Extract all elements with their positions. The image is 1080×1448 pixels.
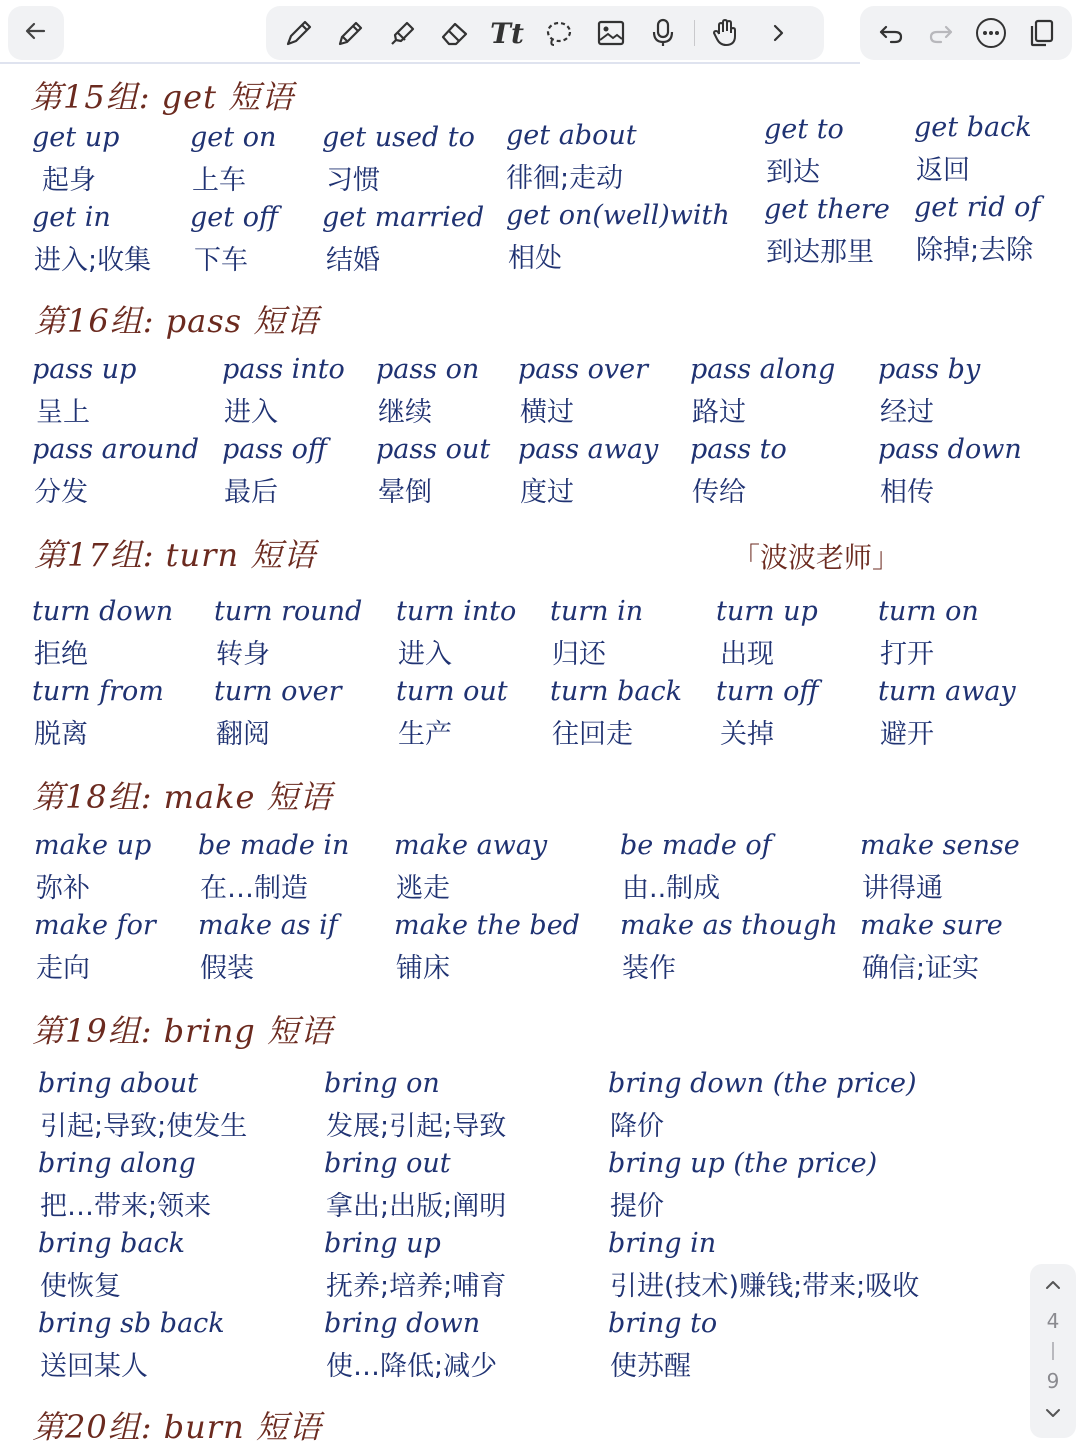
meaning: 到达 xyxy=(766,157,820,188)
phrase: get to xyxy=(764,114,844,145)
lasso-icon[interactable] xyxy=(536,10,582,56)
meaning: 送回某人 xyxy=(40,1351,148,1382)
meaning: 传给 xyxy=(692,477,746,508)
meaning: 引进(技术)赚钱;带来;吸收 xyxy=(610,1271,920,1302)
meaning: 呈上 xyxy=(36,397,90,428)
meaning: 继续 xyxy=(378,397,432,428)
phrase: get on(well)with xyxy=(506,200,730,231)
phrase: pass over xyxy=(518,354,649,385)
phrase: get married xyxy=(322,202,485,233)
phrase: be made of xyxy=(620,830,772,861)
phrase: turn down xyxy=(32,596,174,627)
meaning: 使…降低;减少 xyxy=(326,1351,498,1382)
phrase: get on xyxy=(190,122,277,153)
meaning: 到达那里 xyxy=(766,237,874,268)
phrase: bring down (the price) xyxy=(608,1068,917,1099)
meaning: 晕倒 xyxy=(378,477,432,508)
phrase: turn from xyxy=(32,676,164,707)
meaning: 进入 xyxy=(398,639,452,670)
group-title: 第20组: burn 短语 xyxy=(32,1408,322,1446)
meaning: 习惯 xyxy=(326,165,380,196)
phrase: bring on xyxy=(324,1068,440,1099)
hand-icon[interactable] xyxy=(703,10,749,56)
phrase: make as if xyxy=(198,910,338,941)
phrase: get in xyxy=(32,202,111,233)
phrase: make sure xyxy=(860,910,1003,941)
phrase: turn up xyxy=(716,596,818,627)
meaning: 进入 xyxy=(224,397,278,428)
note-canvas[interactable] xyxy=(0,64,1080,1446)
phrase: turn into xyxy=(396,596,517,627)
meaning: 打开 xyxy=(880,639,934,670)
phrase: get off xyxy=(190,202,279,233)
phrase: bring up xyxy=(324,1228,441,1259)
arrow-left-icon xyxy=(22,17,50,49)
current-page-number: 4 xyxy=(1046,1309,1060,1333)
phrase: bring in xyxy=(608,1228,717,1259)
phrase: pass out xyxy=(376,434,491,465)
meaning: 度过 xyxy=(520,477,574,508)
phrase: pass away xyxy=(518,434,659,465)
meaning: 在…制造 xyxy=(200,873,308,904)
meaning: 确信;证实 xyxy=(862,953,980,984)
more-icon[interactable] xyxy=(969,11,1013,55)
phrase: get there xyxy=(764,194,890,225)
group-title: 第19组: bring 短语 xyxy=(32,1012,333,1050)
phrase: turn over xyxy=(214,676,342,707)
phrase: turn back xyxy=(550,676,682,707)
meaning: 引起;导致;使发生 xyxy=(40,1111,248,1142)
phrase: get about xyxy=(506,120,637,151)
meaning: 经过 xyxy=(880,397,934,428)
meaning: 抚养;培养;哺育 xyxy=(326,1271,507,1302)
meaning: 走向 xyxy=(36,953,90,984)
meaning: 关掉 xyxy=(720,719,774,750)
phrase: pass along xyxy=(690,354,836,385)
total-page-number: 9 xyxy=(1046,1369,1060,1393)
phrase: be made in xyxy=(198,830,350,861)
teacher-tag: 「波波老师」 xyxy=(732,541,901,574)
meaning: 降价 xyxy=(610,1111,664,1142)
meaning: 发展;引起;导致 xyxy=(326,1111,507,1142)
meaning: 上车 xyxy=(192,165,246,196)
meaning: 把…带来;领来 xyxy=(40,1191,212,1222)
meaning: 拿出;出版;阐明 xyxy=(326,1191,507,1222)
meaning: 下车 xyxy=(194,245,248,276)
phrase: turn off xyxy=(716,676,819,707)
meaning: 徘徊;走动 xyxy=(506,163,624,194)
phrase: pass by xyxy=(878,354,981,385)
meaning: 使恢复 xyxy=(40,1271,121,1302)
meaning: 脱离 xyxy=(34,719,88,750)
phrase: get rid of xyxy=(914,192,1041,223)
phrase: get back xyxy=(914,112,1032,143)
meaning: 最后 xyxy=(224,477,278,508)
chevron-down-icon[interactable] xyxy=(1042,1402,1064,1428)
phrase: turn round xyxy=(214,596,363,627)
undo-icon[interactable] xyxy=(869,11,913,55)
phrase: turn away xyxy=(878,676,1016,707)
phrase: bring out xyxy=(324,1148,451,1179)
page-divider xyxy=(1052,1342,1054,1360)
phrase: make away xyxy=(394,830,548,861)
meaning: 生产 xyxy=(398,719,452,750)
pencil-icon[interactable] xyxy=(328,10,374,56)
highlighter-icon[interactable] xyxy=(380,10,426,56)
phrase: turn on xyxy=(878,596,979,627)
phrase: bring sb back xyxy=(38,1308,225,1339)
phrase: bring back xyxy=(38,1228,185,1259)
meaning: 弥补 xyxy=(36,873,90,904)
meaning: 避开 xyxy=(880,719,934,750)
phrase: turn in xyxy=(550,596,644,627)
meaning: 相处 xyxy=(508,243,562,274)
meaning: 使苏醒 xyxy=(610,1351,691,1382)
phrase: pass to xyxy=(690,434,787,465)
phrase: bring about xyxy=(38,1068,198,1099)
meaning: 往回走 xyxy=(552,719,633,750)
meaning: 返回 xyxy=(916,155,970,186)
phrase: pass around xyxy=(32,434,199,465)
group-title: 第16组: pass 短语 xyxy=(34,302,320,340)
chevron-right-icon[interactable] xyxy=(755,10,801,56)
phrase: bring down xyxy=(324,1308,481,1339)
image-icon[interactable] xyxy=(588,10,634,56)
phrase: make sense xyxy=(860,830,1020,861)
phrase: make as though xyxy=(620,910,838,941)
meaning: 归还 xyxy=(552,639,606,670)
redo-icon[interactable] xyxy=(919,11,963,55)
drawing-toolbar xyxy=(266,6,824,60)
meaning: 结婚 xyxy=(326,245,380,276)
phrase: make up xyxy=(34,830,152,861)
phrase: get up xyxy=(32,122,120,153)
pages-icon[interactable] xyxy=(1019,11,1063,55)
history-toolbar xyxy=(860,6,1072,60)
meaning: 路过 xyxy=(692,397,746,428)
phrase: pass up xyxy=(32,354,137,385)
text-icon[interactable]: Tt xyxy=(490,16,524,50)
top-bar xyxy=(0,0,1080,64)
meaning: 逃走 xyxy=(396,873,450,904)
phrase: bring along xyxy=(38,1148,196,1179)
meaning: 分发 xyxy=(34,477,88,508)
meaning: 提价 xyxy=(610,1191,664,1222)
group-title: 第15组: get 短语 xyxy=(30,78,295,116)
pen-icon[interactable] xyxy=(276,10,322,56)
meaning: 由..制成 xyxy=(622,873,721,904)
meaning: 转身 xyxy=(216,639,270,670)
phrase: bring up (the price) xyxy=(608,1148,878,1179)
page-navigator xyxy=(1030,1264,1076,1438)
meaning: 装作 xyxy=(622,953,676,984)
eraser-icon[interactable] xyxy=(432,10,478,56)
phrase: turn out xyxy=(396,676,508,707)
phrase: bring to xyxy=(608,1308,718,1339)
group-title: 第17组: turn 短语 xyxy=(34,536,317,574)
meaning: 假装 xyxy=(200,953,254,984)
meaning: 相传 xyxy=(880,477,934,508)
meaning: 横过 xyxy=(520,397,574,428)
meaning: 出现 xyxy=(720,639,774,670)
group-title: 第18组: make 短语 xyxy=(32,778,333,816)
phrase: pass down xyxy=(878,434,1022,465)
phrase: make for xyxy=(34,910,156,941)
back-button[interactable] xyxy=(8,6,64,60)
meaning: 除掉;去除 xyxy=(916,235,1034,266)
phrase: make the bed xyxy=(394,910,580,941)
phrase: pass into xyxy=(222,354,345,385)
phrase: get used to xyxy=(322,122,475,153)
phrase: pass off xyxy=(222,434,328,465)
microphone-icon[interactable] xyxy=(640,10,686,56)
meaning: 铺床 xyxy=(396,953,450,984)
meaning: 进入;收集 xyxy=(34,245,152,276)
meaning: 起身 xyxy=(42,165,96,196)
phrase: pass on xyxy=(376,354,480,385)
chevron-up-icon[interactable] xyxy=(1042,1274,1064,1300)
meaning: 拒绝 xyxy=(34,639,88,670)
meaning: 翻阅 xyxy=(216,719,270,750)
meaning: 讲得通 xyxy=(862,873,943,904)
toolbar-divider xyxy=(694,20,695,46)
